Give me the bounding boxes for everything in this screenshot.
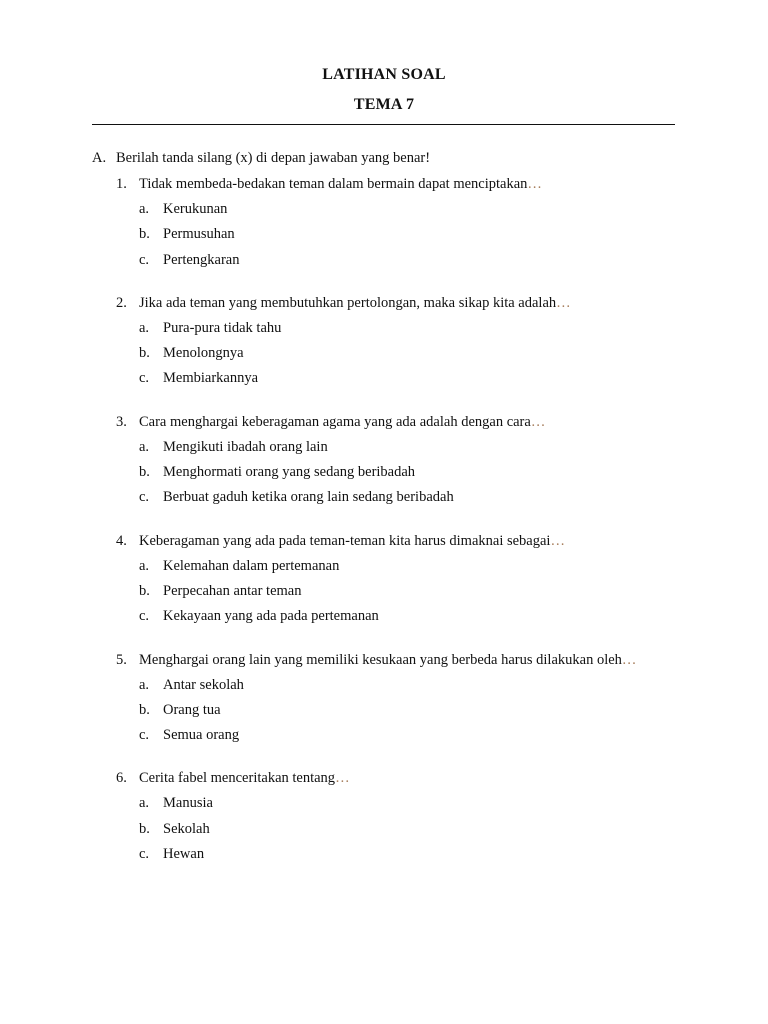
question-2	[116, 294, 716, 395]
question-number: 2.	[116, 294, 127, 311]
section-instruction: Berilah tanda silang (x) di depan jawaban yang benar!	[116, 150, 431, 166]
option-item	[116, 488, 716, 513]
option-letter: c.	[139, 846, 150, 863]
option-letter: c.	[139, 608, 150, 625]
question-5	[116, 651, 716, 752]
option-item	[116, 225, 716, 250]
option-letter: b.	[139, 820, 150, 837]
question-ellipsis: …	[335, 770, 350, 787]
question-text: Cerita fabel menceritakan tentang	[139, 770, 336, 787]
question-number: 1.	[116, 176, 127, 192]
option-text: Sekolah	[163, 820, 210, 837]
option-item	[116, 369, 716, 394]
option-letter: c.	[139, 251, 150, 268]
option-item	[116, 463, 716, 488]
option-text: Membiarkannya	[163, 370, 259, 387]
section-heading	[92, 150, 430, 167]
option-text: Kerukunan	[163, 201, 228, 217]
question-line	[116, 413, 716, 438]
question-line	[116, 769, 716, 794]
option-letter: b.	[139, 464, 150, 481]
option-text: Antar sekolah	[163, 676, 244, 693]
question-number: 4.	[116, 532, 127, 549]
question-ellipsis: …	[530, 413, 546, 430]
option-item	[116, 200, 716, 225]
option-letter: b.	[139, 582, 150, 599]
option-item	[116, 582, 716, 607]
option-text: Mengikuti ibadah orang lain	[163, 438, 328, 455]
option-item	[116, 319, 716, 344]
option-text: Kelemahan dalam pertemanan	[163, 557, 340, 574]
question-line	[116, 294, 716, 319]
option-letter: a.	[139, 557, 150, 574]
question-6	[116, 769, 716, 870]
option-text: Pura-pura tidak tahu	[163, 319, 282, 336]
option-letter: c.	[139, 727, 150, 744]
option-item	[116, 557, 716, 582]
option-text: Manusia	[163, 795, 213, 812]
option-letter: a.	[139, 676, 150, 693]
option-letter: b.	[139, 226, 150, 243]
option-letter: b.	[139, 345, 150, 362]
question-number: 6.	[116, 770, 127, 787]
question-text: Jika ada teman yang membutuhkan pertolongan, maka sikap kita adalah	[139, 294, 557, 311]
question-text: Cara menghargai keberagaman agama yang ada adalah dengan cara	[139, 413, 531, 430]
option-text: Perpecahan antar teman	[163, 582, 302, 599]
option-text: Semua orang	[163, 727, 240, 744]
question-ellipsis: …	[550, 532, 565, 549]
option-item	[116, 438, 716, 463]
question-ellipsis: …	[621, 651, 637, 668]
option-text: Kekayaan yang ada pada pertemanan	[163, 608, 379, 625]
option-item	[116, 344, 716, 369]
question-text: Keberagaman yang ada pada teman-teman kita harus dimaknai sebagai	[139, 532, 551, 549]
option-text: Orang tua	[163, 701, 221, 718]
option-item	[116, 676, 716, 701]
question-1	[116, 175, 716, 276]
option-item	[116, 845, 716, 870]
question-ellipsis: …	[556, 294, 571, 311]
option-letter: a.	[139, 438, 150, 455]
question-line	[116, 532, 716, 557]
question-number: 5.	[116, 651, 127, 668]
question-ellipsis: …	[527, 176, 542, 192]
option-letter: a.	[139, 795, 150, 812]
option-text: Menghormati orang yang sedang beribadah	[163, 464, 416, 481]
question-line	[116, 651, 716, 676]
question-list	[116, 175, 716, 888]
option-letter: c.	[139, 489, 150, 506]
option-text: Hewan	[163, 846, 205, 863]
option-item	[116, 794, 716, 819]
option-text: Berbuat gaduh ketika orang lain sedang beribadah	[163, 489, 454, 506]
option-item	[116, 701, 716, 726]
question-number: 3.	[116, 413, 127, 430]
option-letter: a.	[139, 319, 150, 336]
page-title: LATIHAN SOAL	[322, 66, 446, 83]
section-letter: A.	[92, 150, 107, 166]
option-item	[116, 607, 716, 632]
question-4	[116, 532, 716, 633]
question-3	[116, 413, 716, 514]
option-letter: c.	[139, 370, 150, 387]
option-letter: b.	[139, 701, 150, 718]
page-subtitle: TEMA 7	[353, 96, 415, 113]
question-text: Tidak membeda-bedakan teman dalam bermain dapat menciptakan	[139, 176, 528, 192]
option-item	[116, 726, 716, 751]
option-text: Menolongnya	[163, 345, 244, 362]
option-text: Permusuhan	[163, 226, 235, 243]
question-line	[116, 175, 716, 200]
option-letter: a.	[139, 201, 150, 217]
question-text: Menghargai orang lain yang memiliki kesukaan yang berbeda harus dilakukan oleh	[139, 651, 622, 668]
title-divider	[92, 124, 675, 125]
option-item	[116, 251, 716, 276]
option-item	[116, 820, 716, 845]
option-text: Pertengkaran	[163, 251, 240, 268]
